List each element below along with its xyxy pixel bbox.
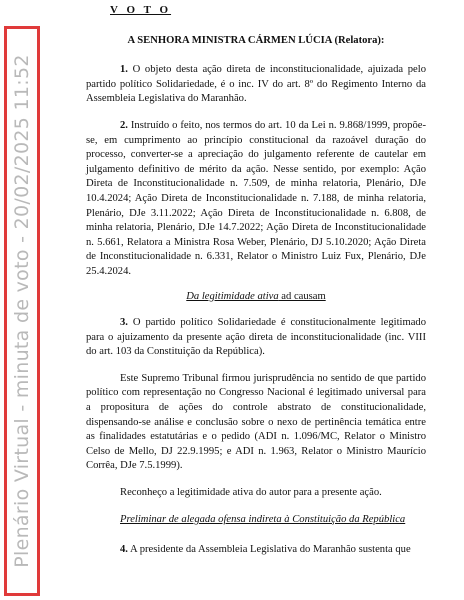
paragraph-number: 3. <box>120 317 128 329</box>
paragraph-jurisprudence <box>86 372 426 474</box>
paragraph-number: 2. <box>120 119 128 131</box>
paragraph-text: Instruído o feito, nos termos do art. 10 da Lei n. 9.868/1999, propõe-se, em cumprimento ao princípio constitucional da razoável duração do processo, converter-se a apreciação do julgamento referente de cautelar em julgamento definitivo de mérito da ação. Nesse sentido, por exemplo: Ação Direta de Inconstitucionalidade n. 7.509, de minha relatoria, Plenário, DJe 10.4.2024; Ação Direta de Inconstitucionalidade n. 7.188, de minha relatoria, Plenário, DJe 3.11.2022; Ação Direta de Inconstitucionalidade n. 6.808, de minha relatoria, Plenário, DJe 14.7.2022; Ação Direta de Inconstitucionalidade n. 5.661, Relatora a Ministra Rosa Weber, Plenário, DJ 5.10.2020; Ação Direta de Inconstitucionalidade n. 6.331, Relator o Ministro Luiz Fux, Plenário, DJe 25.4.2024. <box>86 119 426 277</box>
section-title-plain: ad causam <box>278 290 326 302</box>
paragraph-text: A presidente da Assembleia Legislativa do Maranhão sustenta que <box>127 544 411 556</box>
paragraph-recognition <box>86 486 426 501</box>
paragraph-number: 4. <box>120 544 128 556</box>
paragraph-1 <box>86 63 426 107</box>
speaker-line: A SENHORA MINISTRA CÁRMEN LÚCIA (Relatora): <box>127 34 385 46</box>
document-page <box>86 0 426 570</box>
paragraph-number: 1. <box>120 64 128 76</box>
vote-heading: V O T O <box>110 4 172 16</box>
paragraph-3 <box>86 316 426 360</box>
paragraph-text: Reconheço a legitimidade ativa do autor para a presente ação. <box>120 487 382 499</box>
watermark-text: Plenário Virtual - minuta de voto - 20/02/2025 11:52 <box>11 54 33 568</box>
paragraph-text: O partido político Solidariedade é constitucionalmente legitimado para o ajuizamento da presente ação direta de inconstitucionalidade (inc. VIII do art. 103 da Constituição da República). <box>86 317 426 358</box>
section-title-preliminary: Preliminar de alegada ofensa indireta à Constituição da República <box>120 513 406 525</box>
paragraph-2 <box>86 119 426 280</box>
section-title-legitimacy <box>86 290 426 305</box>
paragraph-4 <box>86 543 426 558</box>
paragraph-text: Este Supremo Tribunal firmou jurisprudência no sentido de que partido político com representação no Congresso Nacional é legitimado universal para a propositura de ações do controle abstrato de constitucionalidade, dispensando-se análise e conclusão sobre o nexo de pertinência temática entre as finalidades estatutárias e o pedido (ADI n. 1.096/MC, Relator o Ministro Celso de Mello, DJ 22.9.1995; e ADI n. 1.963, Relator o Ministro Maurício Corrêa, DJe 7.5.1999). <box>86 372 426 472</box>
section-title-italic: Da legitimidade ativa <box>186 290 279 302</box>
watermark-frame <box>4 26 40 596</box>
paragraph-text: O objeto desta ação direta de inconstitucionalidade, ajuizada pelo partido político Solidariedade, é o inc. IV do art. 8º do Regimento Interno da Assembleia Legislativa do Maranhão. <box>86 64 426 105</box>
